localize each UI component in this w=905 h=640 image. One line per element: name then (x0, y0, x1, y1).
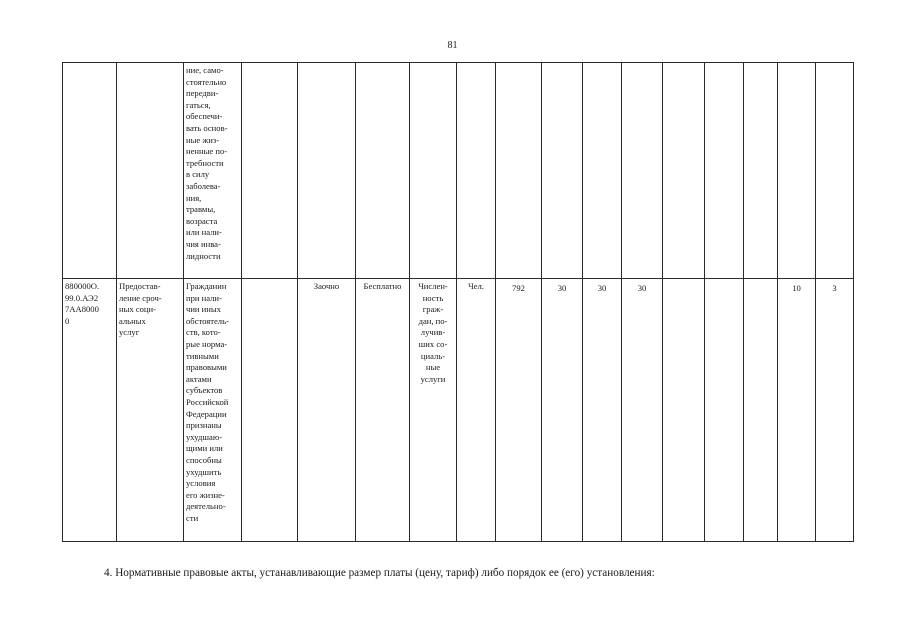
table-cell (705, 63, 744, 279)
service-cell: Предостав- ление сроч- ных соци- альных услуг (117, 279, 184, 542)
table-cell (744, 279, 778, 542)
table-cell (583, 63, 622, 279)
table-cell (744, 63, 778, 279)
table-cell (705, 279, 744, 542)
services-table (62, 62, 854, 542)
table-cell (663, 63, 705, 279)
value-cell: 792 (496, 279, 542, 542)
page-number: 81 (447, 40, 458, 51)
table-cell (242, 63, 298, 279)
table-cell (663, 279, 705, 542)
table-cell (816, 63, 854, 279)
section-heading: 4. Нормативные правовые акты, устанавливающие размер платы (цену, тариф) либо порядок ее (его) установления: (104, 567, 655, 579)
table-cell (542, 63, 583, 279)
table-cell: 3 (816, 279, 854, 542)
unit-cell: Чел. (457, 279, 496, 542)
price-cell (356, 63, 410, 279)
table-cell: 30 (542, 279, 583, 542)
table-cell (242, 279, 298, 542)
table-cell: 10 (778, 279, 816, 542)
table-cell: 30 (583, 279, 622, 542)
code-cell (63, 63, 117, 279)
table-cell (622, 63, 663, 279)
table-cell: 30 (622, 279, 663, 542)
form-cell: Заочно (298, 279, 356, 542)
form-cell (298, 63, 356, 279)
condition-cell: ние, само- стоятельно передви- гаться, обеспечи- вать основ- ные жиз- ненные по- требности в силу заболева- ния, травмы, возраста или нали- чия инва- лидности (184, 63, 242, 279)
value-cell (496, 63, 542, 279)
price-cell: Бесплатно (356, 279, 410, 542)
condition-cell: Гражданин при нали- чии иных обстоятель- ств, кото- рые норма- тивными правовыми актами субъектов Российской Федерации признаны ухудшаю- щими или способны ухудшить условия его жизне- деятельно- сти (184, 279, 242, 542)
unit-cell (457, 63, 496, 279)
code-cell: 880000О. 99.0.АЭ2 7АА8000 0 (63, 279, 117, 542)
indicator-cell (410, 63, 457, 279)
indicator-cell: Числен- ность граж- дан, по- лучив- ших со- циаль- ные услуги (410, 279, 457, 542)
table-row (63, 63, 854, 279)
table-cell (778, 63, 816, 279)
table-row (63, 279, 854, 542)
service-cell (117, 63, 184, 279)
